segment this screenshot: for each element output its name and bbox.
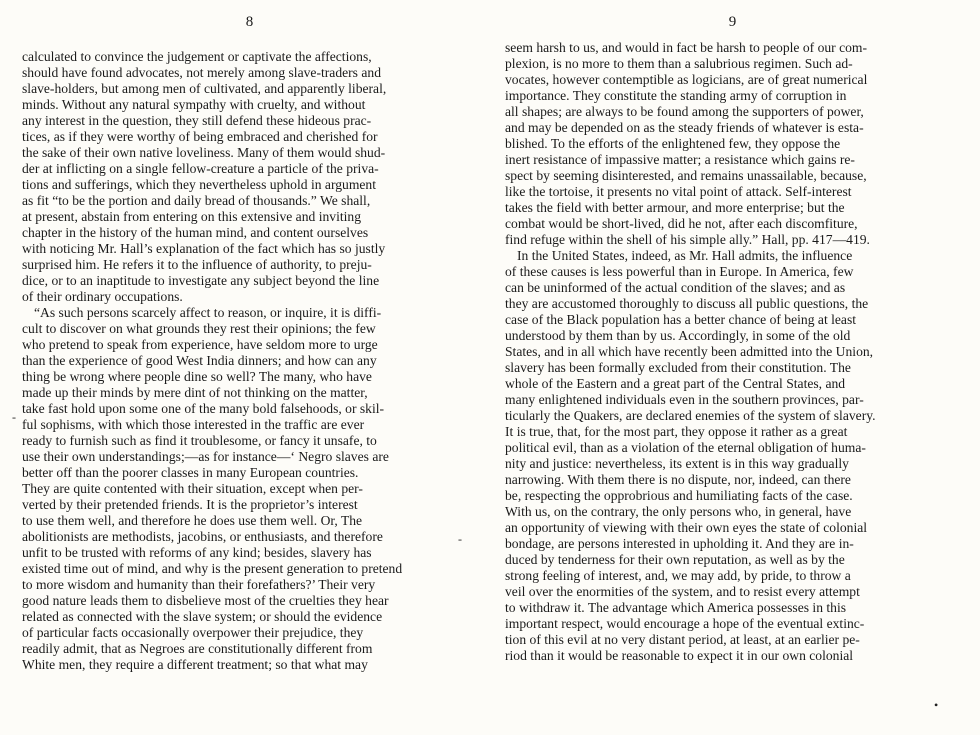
text-line: existed time out of mind, and why is the present generation to pretend [22,561,403,576]
text-line: an opportunity of viewing with their own eyes the state of colonial [505,520,868,535]
text-line: White men, they require a different treatment; so that what may [22,657,368,672]
text-line: be, respecting the opprobrious and humiliating facts of the case. [505,488,853,503]
text-line: to withdraw it. The advantage which America possesses in this [505,600,847,615]
text-line: surprised him. He refers it to the influence of authority, to preju- [22,257,372,272]
text-line: related as connected with the slave system; or should the evidence [22,609,383,624]
text-line: many enlightened individuals even in the southern provinces, par- [505,392,864,407]
text-line: like the tortoise, it presents no vital point of attack. Self-interest [505,184,852,199]
left-page [22,0,477,735]
text-line: blished. To the efforts of the enlightened few, they oppose the [505,136,841,151]
text-line: nity and justice: nevertheless, its extent is in this way gradually [505,456,849,471]
text-line: dice, or to an inaptitude to investigate any subject beyond the line [22,273,380,288]
margin-mark: - [458,532,462,546]
text-line: riod than it would be reasonable to expect it in our own colonial [505,648,854,663]
text-line: case of the Black population has a better chance of being at least [505,312,857,327]
text-line: spect by seeming disinterested, and remains unassailable, because, [505,168,867,183]
text-line: bondage, are persons interested in upholding it. And they are in- [505,536,854,551]
text-line: takes the field with better armour, and more enterprise; but the [505,200,845,215]
right-page [505,0,960,735]
text-line: better off than the poorer classes in many European countries. [22,465,359,480]
text-line: abolitionists are methodists, jacobins, or enthusiasts, and therefore [22,529,383,544]
text-line: whole of the Eastern and a great part of the Central States, and [505,376,846,391]
text-line: importance. They constitute the standing army of corruption in [505,88,847,103]
text-line: should have found advocates, not merely among slave-traders and [22,65,381,80]
text-line: any interest in the question, they still defend these hideous prac- [22,113,372,128]
text-line: vocates, however contemptible as logicians, are of great numerical [505,72,868,87]
text-line: tion of this evil at no very distant period, at least, at an earlier pe- [505,632,860,647]
text-line: important respect, would encourage a hope of the eventual extinc- [505,616,865,631]
text-line: duced by tenderness for their own reputation, as well as by the [505,552,845,567]
text-line: who pretend to speak from experience, have seldom more to urge [22,337,378,352]
text-line: take fast hold upon some one of the many bold falsehoods, or skil- [22,401,385,416]
text-line: they are accustomed thoroughly to discuss all public questions, the [505,296,869,311]
text-line: seem harsh to us, and would in fact be harsh to people of our com- [505,40,868,55]
text-line: slave-holders, but among men of cultivated, and apparently liberal, [22,81,387,96]
text-line: readily admit, that as Negroes are constitutionally different from [22,641,373,656]
text-line: all shapes; are always to be found among the supporters of power, [505,104,864,119]
text-line: political evil, than as a violation of the eternal obligation of huma- [505,440,866,455]
text-line: They are quite contented with their situation, except when per- [22,481,363,496]
text-line: of particular facts occasionally overpower their prejudice, they [22,625,364,640]
text-line: and may be depended on as the steady friends of whatever is esta- [505,120,864,135]
text-line: at present, abstain from entering on this extensive and inviting [22,209,362,224]
text-line: It is true, that, for the most part, they oppose it rather as a great [505,424,848,439]
text-line: minds. Without any natural sympathy with cruelty, and without [22,97,366,112]
page-number: 9 [728,14,737,30]
text-line: the sake of their own native loveliness. Many of them would shud- [22,145,386,160]
text-line: chapter in the history of the human mind, and content ourselves [22,225,369,240]
text-line: find refuge within the shell of his simple ally.” Hall, pp. 417—419. [505,232,870,247]
text-line: use their own understandings;—as for instance—‘ Negro slaves are [22,449,389,464]
text-line: der at inflicting on a single fellow-creature a particle of the priva- [22,161,379,176]
text-line: veil over the enormities of the system, and to resist every attempt [505,584,860,599]
text-line: cult to discover on what grounds they rest their opinions; the few [22,321,376,336]
text-line: plexion, is no more to them than a salubrious regimen. Such ad- [505,56,853,71]
text-line: with noticing Mr. Hall’s explanation of the fact which has so justly [22,241,386,256]
text-line: strong feeling of interest, and, we may add, by pride, to throw a [505,568,851,583]
text-line: than the experience of good West India dinners; and how can any [22,353,377,368]
margin-mark: - [12,410,16,424]
page-number: 8 [245,14,254,30]
text-line: slavery has been formally excluded from their constitution. The [505,360,851,375]
text-line: as fit “to be the portion and daily bread of thousands.” We shall, [22,193,371,208]
text-line: “As such persons scarcely affect to reason, or inquire, it is diffi- [34,305,382,320]
text-line: narrowing. With them there is no dispute, nor, indeed, can there [505,472,851,487]
text-line: understood by them than by us. Accordingly, in some of the old [505,328,851,343]
text-line: tices, as if they were worthy of being embraced and cherished for [22,129,378,144]
margin-mark: • [934,698,939,712]
text-line: inert resistance of impassive matter; a resistance which gains re- [505,152,855,167]
text-line: ticularly the Quakers, are declared enemies of the system of slavery. [505,408,876,423]
text-line: In the United States, indeed, as Mr. Hall admits, the influence [517,248,853,263]
text-line: combat would be short-lived, did he not, after each discomfiture, [505,216,858,231]
text-line: made up their minds by mere dint of not thinking on the matter, [22,385,368,400]
text-line: of their ordinary occupations. [22,289,183,304]
text-line: With us, on the contrary, the only persons who, in general, have [505,504,852,519]
text-line: ready to furnish such as find it troublesome, or fancy it unsafe, to [22,433,377,448]
text-line: can be uninformed of the actual condition of the slaves; and as [505,280,846,295]
text-line: calculated to convince the judgement or captivate the affections, [22,49,372,64]
text-line: verted by their pretended friends. It is the proprietor’s interest [22,497,358,512]
text-line: unfit to be trusted with reforms of any kind; besides, slavery has [22,545,372,560]
text-line: good nature leads them to disbelieve most of the cruelties they hear [22,593,389,608]
text-line: to more wisdom and humanity than their forefathers?’ Their very [22,577,376,592]
text-line: to use them well, and therefore he does use them well. Or, The [22,513,363,528]
text-line: of these causes is less powerful than in Europe. In America, few [505,264,854,279]
text-line: tions and sufferings, which they nevertheless uphold in argument [22,177,377,192]
text-line: ful sophisms, with which those interested in the traffic are ever [22,417,365,432]
text-line: States, and in all which have recently been admitted into the Union, [505,344,874,359]
text-line: thing be wrong where people dine so well? The many, who have [22,369,372,384]
